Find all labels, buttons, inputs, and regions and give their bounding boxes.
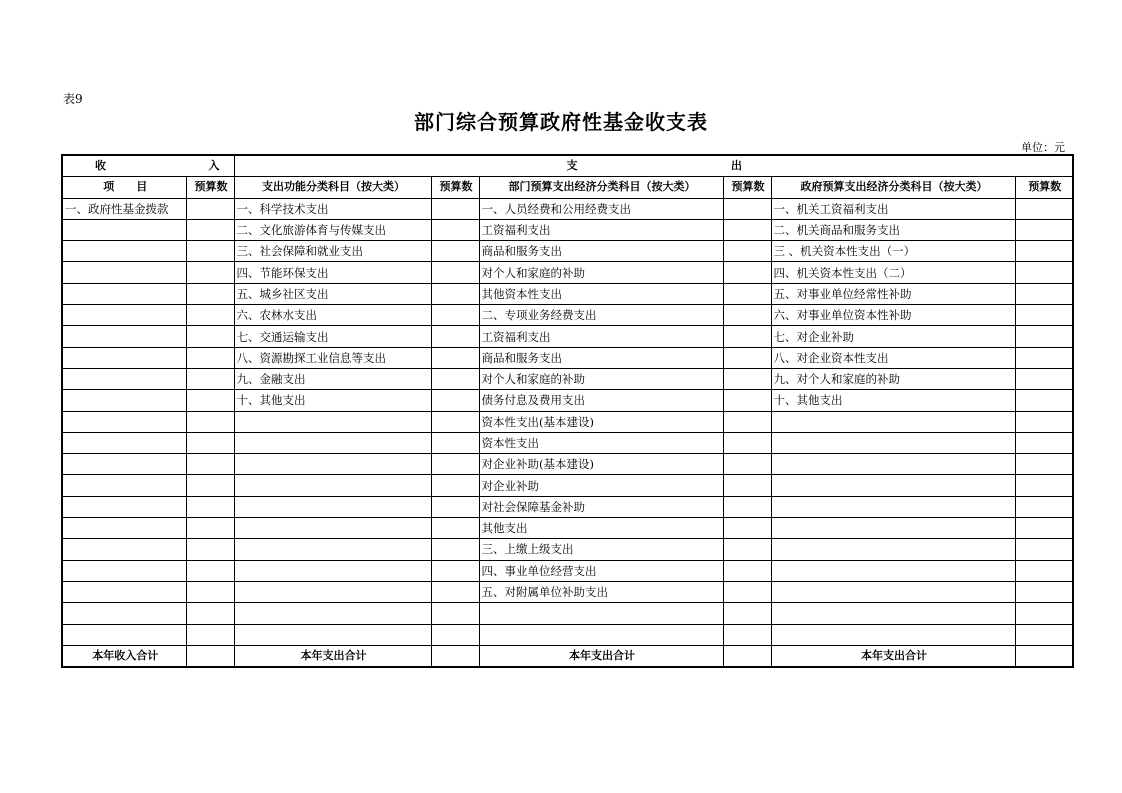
income-item: 一、政府性基金拨款	[62, 198, 186, 219]
dept-item: 对社会保障基金补助	[479, 496, 723, 517]
budget-cell	[186, 432, 234, 453]
income-item	[62, 581, 186, 602]
func-item: 十、其他支出	[234, 390, 431, 411]
gov-item: 四、机关资本性支出（二）	[771, 262, 1015, 283]
budget-cell	[431, 326, 479, 347]
dept-item: 债务付息及费用支出	[479, 390, 723, 411]
income-item	[62, 390, 186, 411]
gov-item: 八、对企业资本性支出	[771, 347, 1015, 368]
gov-item	[771, 624, 1015, 645]
budget-cell	[431, 603, 479, 624]
dept-item: 对个人和家庭的补助	[479, 262, 723, 283]
budget-cell	[723, 539, 771, 560]
dept-item: 工资福利支出	[479, 219, 723, 240]
budget-cell	[431, 496, 479, 517]
income-item	[62, 283, 186, 304]
budget-cell	[1015, 411, 1073, 432]
income-item	[62, 305, 186, 326]
budget-cell	[1015, 432, 1073, 453]
func-item	[234, 432, 431, 453]
budget-cell	[431, 411, 479, 432]
budget-cell	[723, 411, 771, 432]
budget-cell	[431, 539, 479, 560]
func-item: 九、金融支出	[234, 368, 431, 389]
func-item	[234, 411, 431, 432]
dept-item: 对个人和家庭的补助	[479, 368, 723, 389]
budget-cell	[1015, 454, 1073, 475]
budget-cell	[186, 645, 234, 667]
item-header: 项 目	[62, 177, 186, 198]
func-item: 八、资源勘探工业信息等支出	[234, 347, 431, 368]
dept-item: 资本性支出	[479, 432, 723, 453]
budget-header: 预算数	[431, 177, 479, 198]
income-item	[62, 496, 186, 517]
dept-item: 对企业补助	[479, 475, 723, 496]
budget-cell	[723, 198, 771, 219]
func-class-header: 支出功能分类科目（按大类）	[234, 177, 431, 198]
dept-item: 商品和服务支出	[479, 241, 723, 262]
budget-cell	[431, 518, 479, 539]
budget-cell	[1015, 241, 1073, 262]
table-row	[62, 581, 1073, 602]
table-number: 表9	[63, 92, 83, 106]
budget-cell	[186, 411, 234, 432]
expense-header: 支 出	[234, 155, 1073, 177]
table-row	[62, 603, 1073, 624]
table-row	[62, 539, 1073, 560]
table-row	[62, 624, 1073, 645]
budget-cell	[1015, 283, 1073, 304]
func-item	[234, 603, 431, 624]
gov-total-label: 本年支出合计	[771, 645, 1015, 667]
table-row	[62, 347, 1073, 368]
budget-cell	[1015, 305, 1073, 326]
gov-item	[771, 411, 1015, 432]
func-item: 六、农林水支出	[234, 305, 431, 326]
func-item: 二、文化旅游体育与传媒支出	[234, 219, 431, 240]
budget-cell	[431, 624, 479, 645]
budget-cell	[186, 283, 234, 304]
budget-cell	[186, 305, 234, 326]
income-item	[62, 347, 186, 368]
gov-item: 五、对事业单位经常性补助	[771, 283, 1015, 304]
budget-cell	[723, 518, 771, 539]
budget-cell	[431, 581, 479, 602]
budget-cell	[1015, 518, 1073, 539]
budget-cell	[723, 219, 771, 240]
dept-item	[479, 603, 723, 624]
income-item	[62, 624, 186, 645]
dept-item: 四、事业单位经营支出	[479, 560, 723, 581]
income-item	[62, 518, 186, 539]
gov-item: 七、对企业补助	[771, 326, 1015, 347]
budget-cell	[431, 198, 479, 219]
budget-cell	[723, 432, 771, 453]
income-header: 收 入	[62, 155, 234, 177]
budget-cell	[186, 475, 234, 496]
budget-cell	[431, 454, 479, 475]
func-item	[234, 560, 431, 581]
table-row	[62, 262, 1073, 283]
gov-item: 六、对事业单位资本性补助	[771, 305, 1015, 326]
table-row	[62, 219, 1073, 240]
income-item	[62, 454, 186, 475]
budget-cell	[1015, 475, 1073, 496]
gov-item	[771, 539, 1015, 560]
func-item	[234, 539, 431, 560]
budget-cell	[723, 305, 771, 326]
income-item	[62, 603, 186, 624]
dept-item: 其他支出	[479, 518, 723, 539]
budget-cell	[1015, 198, 1073, 219]
budget-cell	[723, 560, 771, 581]
gov-item: 九、对个人和家庭的补助	[771, 368, 1015, 389]
budget-cell	[186, 560, 234, 581]
func-item: 一、科学技术支出	[234, 198, 431, 219]
income-item	[62, 219, 186, 240]
dept-item: 五、对附属单位补助支出	[479, 581, 723, 602]
budget-cell	[1015, 347, 1073, 368]
gov-item	[771, 475, 1015, 496]
table-row	[62, 496, 1073, 517]
gov-item: 二、机关商品和服务支出	[771, 219, 1015, 240]
table-row	[62, 283, 1073, 304]
dept-item: 资本性支出(基本建设)	[479, 411, 723, 432]
budget-cell	[1015, 603, 1073, 624]
dept-item: 三、上缴上级支出	[479, 539, 723, 560]
dept-total-label: 本年支出合计	[479, 645, 723, 667]
budget-cell	[723, 241, 771, 262]
func-item	[234, 496, 431, 517]
budget-cell	[186, 198, 234, 219]
table-row	[62, 475, 1073, 496]
dept-item: 商品和服务支出	[479, 347, 723, 368]
budget-cell	[186, 368, 234, 389]
table-row	[62, 326, 1073, 347]
budget-cell	[1015, 624, 1073, 645]
table-row	[62, 198, 1073, 219]
budget-cell	[1015, 368, 1073, 389]
budget-cell	[186, 624, 234, 645]
dept-item: 对企业补助(基本建设)	[479, 454, 723, 475]
budget-cell	[431, 347, 479, 368]
gov-item	[771, 581, 1015, 602]
budget-cell	[723, 645, 771, 667]
budget-cell	[186, 390, 234, 411]
budget-cell	[1015, 539, 1073, 560]
budget-cell	[431, 475, 479, 496]
table-row	[62, 368, 1073, 389]
budget-cell	[1015, 326, 1073, 347]
func-item: 四、节能环保支出	[234, 262, 431, 283]
budget-cell	[1015, 645, 1073, 667]
budget-cell	[723, 475, 771, 496]
budget-cell	[723, 624, 771, 645]
budget-header: 预算数	[186, 177, 234, 198]
dept-item: 一、人员经费和公用经费支出	[479, 198, 723, 219]
unit-label: 单位：元	[1021, 141, 1065, 154]
budget-cell	[723, 347, 771, 368]
dept-class-header: 部门预算支出经济分类科目（按大类）	[479, 177, 723, 198]
gov-item	[771, 454, 1015, 475]
budget-cell	[723, 262, 771, 283]
budget-cell	[186, 262, 234, 283]
budget-cell	[431, 241, 479, 262]
budget-cell	[1015, 496, 1073, 517]
budget-cell	[723, 283, 771, 304]
header-row-1	[62, 155, 1073, 177]
budget-cell	[431, 645, 479, 667]
func-item: 五、城乡社区支出	[234, 283, 431, 304]
budget-cell	[431, 305, 479, 326]
income-item	[62, 241, 186, 262]
func-item: 七、交通运输支出	[234, 326, 431, 347]
table-row	[62, 241, 1073, 262]
gov-item	[771, 603, 1015, 624]
gov-item	[771, 496, 1015, 517]
func-item: 三、社会保障和就业支出	[234, 241, 431, 262]
budget-cell	[723, 326, 771, 347]
table-row	[62, 560, 1073, 581]
budget-cell	[186, 518, 234, 539]
budget-cell	[186, 326, 234, 347]
budget-cell	[1015, 581, 1073, 602]
budget-cell	[431, 560, 479, 581]
func-item	[234, 624, 431, 645]
total-row	[62, 645, 1073, 667]
func-item	[234, 518, 431, 539]
income-item	[62, 539, 186, 560]
header-row-2	[62, 177, 1073, 198]
dept-item	[479, 624, 723, 645]
income-item	[62, 326, 186, 347]
table-row	[62, 390, 1073, 411]
income-item	[62, 560, 186, 581]
budget-cell	[186, 581, 234, 602]
table-row	[62, 305, 1073, 326]
income-item	[62, 368, 186, 389]
budget-cell	[723, 603, 771, 624]
budget-cell	[723, 581, 771, 602]
budget-cell	[186, 603, 234, 624]
budget-cell	[723, 368, 771, 389]
income-total-label: 本年收入合计	[62, 645, 186, 667]
budget-cell	[431, 283, 479, 304]
income-item	[62, 432, 186, 453]
budget-cell	[431, 219, 479, 240]
table-row	[62, 432, 1073, 453]
table-row	[62, 518, 1073, 539]
dept-item: 二、专项业务经费支出	[479, 305, 723, 326]
budget-header: 预算数	[723, 177, 771, 198]
income-item	[62, 475, 186, 496]
budget-cell	[186, 347, 234, 368]
budget-cell	[431, 368, 479, 389]
table-row	[62, 454, 1073, 475]
gov-item	[771, 560, 1015, 581]
gov-item: 一、机关工资福利支出	[771, 198, 1015, 219]
budget-cell	[1015, 560, 1073, 581]
budget-cell	[186, 539, 234, 560]
budget-cell	[431, 432, 479, 453]
budget-cell	[186, 454, 234, 475]
gov-class-header: 政府预算支出经济分类科目（按大类）	[771, 177, 1015, 198]
budget-cell	[723, 454, 771, 475]
budget-cell	[186, 241, 234, 262]
table-row	[62, 411, 1073, 432]
budget-cell	[1015, 219, 1073, 240]
budget-cell	[1015, 262, 1073, 283]
budget-cell	[431, 262, 479, 283]
gov-item	[771, 432, 1015, 453]
budget-cell	[1015, 390, 1073, 411]
dept-item: 工资福利支出	[479, 326, 723, 347]
gov-item: 三 、机关资本性支出（一）	[771, 241, 1015, 262]
income-item	[62, 411, 186, 432]
budget-cell	[186, 496, 234, 517]
income-item	[62, 262, 186, 283]
func-item	[234, 581, 431, 602]
budget-table	[61, 154, 1074, 668]
gov-item: 十、其他支出	[771, 390, 1015, 411]
budget-cell	[723, 496, 771, 517]
page-title: 部门综合预算政府性基金收支表	[414, 110, 708, 134]
budget-cell	[723, 390, 771, 411]
budget-cell	[186, 219, 234, 240]
func-item	[234, 454, 431, 475]
budget-cell	[431, 390, 479, 411]
func-total-label: 本年支出合计	[234, 645, 431, 667]
dept-item: 其他资本性支出	[479, 283, 723, 304]
gov-item	[771, 518, 1015, 539]
func-item	[234, 475, 431, 496]
budget-header: 预算数	[1015, 177, 1073, 198]
